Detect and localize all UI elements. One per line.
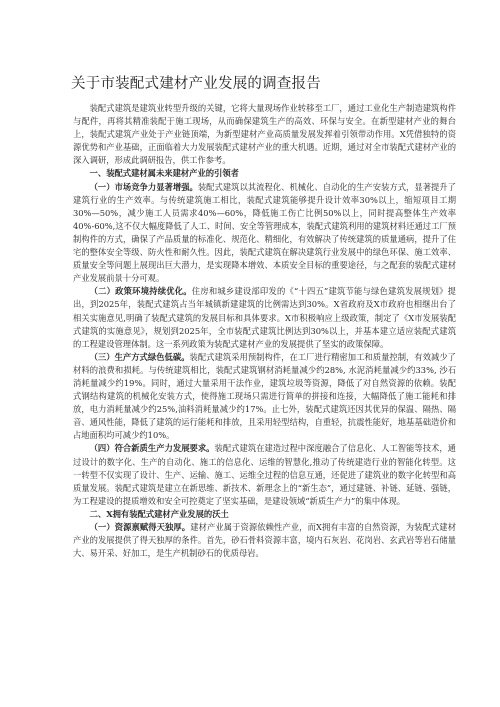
document-title: 关于市装配式建材产业发展的调查报告 xyxy=(71,76,321,92)
paragraph-body: 住房和城乡建设部印发的《“十四五”建筑节能与绿色建筑发展规划》提出，到2025年，装配式建筑占当年城镇新建建筑的比例需达到30%。X省政府及X市政府也相继出台了相关实施意见,明确了装配式建筑的发展目标和具体要求。X市积极响应上级政策，制定了《X市发展装配式建筑的实施意见》，规划到2025年，全市装配式建筑比例达到30%以上，并基本建立适应装配式建筑的工程建设管理体制。这一系列政策为装配式建材产业的发展提供了坚实的政策保障。 xyxy=(73,286,456,349)
paragraph-body: 建材产业属于资源依赖性产业，而X拥有丰富的自然资源，为装配式建材产业的发展提供了得天独厚的条件。首先，砂石骨料资源丰富，境内石灰岩、花岗岩、玄武岩等岩石储量大、易开采、好加工，是生产机制砂石的优质母岩。 xyxy=(73,522,456,559)
intro-paragraph: 装配式建筑是建筑业转型升级的关键，它将大量现场作业转移至工厂，通过工业化生产制造建筑构件与配件，再将其精准装配于施工现场，从而确保建筑生产的高效、环保与安全。在新型建材产业的舞台上，装配式建筑产业处于产业链顶端，为新型建材产业高质量发展发挥着引领带动作用。X凭借独特的资源优势和产业基础，正面临着大力发展装配式建材产业的重大机遇。近期，通过对全市装配式建材产业的深入调研，形成此调研报告，供工作参考。 xyxy=(73,103,456,166)
section-1-heading: 一、装配式建材属未来建材产业的引领者 xyxy=(89,168,239,179)
paragraph-lead: （三）生产方式绿色低碳。 xyxy=(89,351,190,362)
paragraph-body: 装配式建筑采用预制构件，在工厂进行精密加工和质量控制，有效减少了材料的浪费和损耗。与传统建筑相比，装配式建筑钢材消耗量减少约28%, 水泥消耗量减少约33%, 沙石消耗量减少约19%。同时，通过大量采用干法作业，建筑垃圾等资源，降低了对自然资源的依赖。装配式钢结构建筑的机械化安装方式，使得施工现场只需进行简单的拼接和连接，大幅降低了施工能耗和排放，电力消耗量减少约25%,油料消耗量减少约17%。止七外，装配式建筑还因其优异的保温、隔热、隔音、通风性能，降低了建筑的运行能耗和排放，且采用轻型结构，自重轻，抗震性能好，地基基础造价和占地面积均可减少约10%。 xyxy=(73,351,456,441)
section-1-paragraph-3 xyxy=(73,351,456,443)
section-1-paragraph-2 xyxy=(73,285,456,350)
section-2-heading: 二、X拥有装配式建材产业发展的沃土 xyxy=(89,508,229,519)
paragraph-body: 装配式建筑在建造过程中深度融合了信息化、人工智能等技术，通过设计的数字化、生产的自动化、施工的信息化、运维的智慧化,推动了传统建造行业的智能化转型。这一转型不仅实现了设计、生产、运输、施工、运维全过程的信息互通，还促进了建筑业的数字化转型和高质量发展。装配式建筑是建立在新思维、新技术、新理念上的“新生态”，通过建链、补链、延链、强链，为工程建设的提质增效和安全可控奠定了坚实基础，是建设领域“新质生产力”的集中体现。 xyxy=(73,443,456,506)
paragraph-body: 装配式建筑以其流程化、机械化、自动化的生产安装方式，显著提升了建筑行业的生产效率。与传统建筑施工相比，装配式建筑能够提升设计效率30%以上，缩短项目工期30%—50%，减少施工人员需求40%—60%，降低施工伤亡比例50%以上，同时提高整体生产效率40%-60%,这不仅大幅度降低了人工、时间、安全等管理成本，装配式建筑利用的建筑材料还通过工厂预制构件的方式，确保了产品质量的标准化、规范化、精细化，有效解决了传统建筑的质量通病，提升了住宅的整体安全等级、防火性和耐久性。因此，装配式建筑在解决建筑行业发展中的绿色环保、施工效率、质量安全等问题上展现出巨大潜力，是实现降本增效、本质安全目标的重要途径，与之配套的装配式建材产业发展前景十分可观。 xyxy=(73,181,456,284)
paragraph-lead: （一）资源禀赋得天独厚。 xyxy=(89,522,191,532)
paragraph-lead: （二）政策环境持续优化。 xyxy=(89,286,192,297)
section-2-paragraph-1 xyxy=(73,521,456,560)
paragraph-lead: （一）市场竞争力显著增强。 xyxy=(89,181,198,192)
section-1-paragraph-1 xyxy=(73,181,456,286)
section-1-paragraph-4 xyxy=(73,442,456,507)
paragraph-lead: （四）符合新质生产力发展要求。 xyxy=(89,443,215,454)
